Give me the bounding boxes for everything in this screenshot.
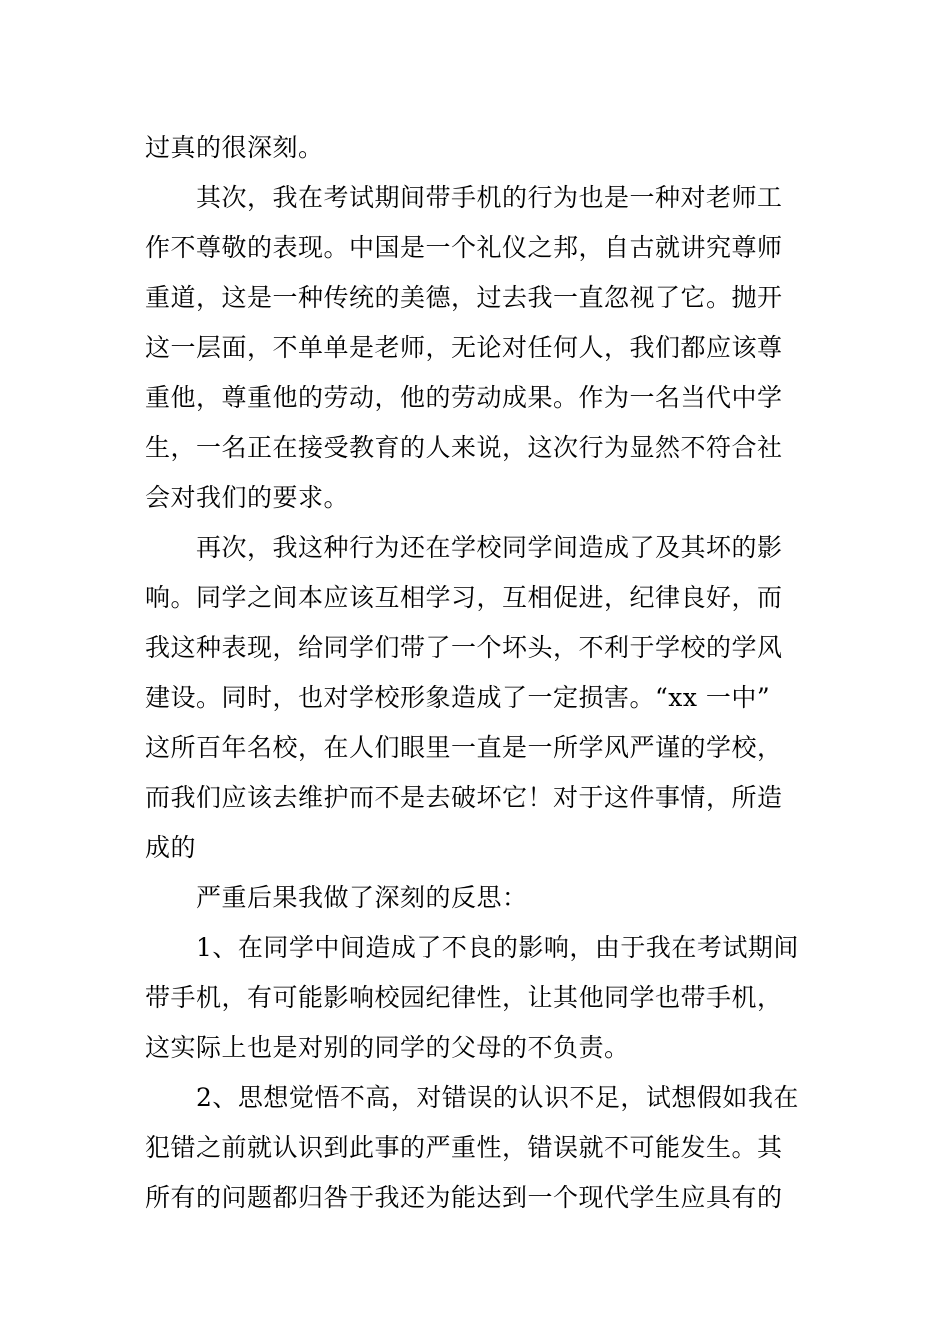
paragraph-first-line: 2、思想觉悟不高，对错误的认识不足，试想假如我在 xyxy=(196,1083,799,1112)
text-line: 生，一名正在接受教育的人来说，这次行为显然不符合社 xyxy=(145,433,783,462)
paragraph-first-line: 严重后果我做了深刻的反思： xyxy=(196,883,528,912)
paragraph-first-line: 再次，我这种行为还在学校同学间造成了及其坏的影 xyxy=(196,533,783,562)
text-line: 犯错之前就认识到此事的严重性，错误就不可能发生。其 xyxy=(145,1133,783,1162)
text-line: 作不尊敬的表现。中国是一个礼仪之邦，自古就讲究尊师 xyxy=(145,233,783,262)
paragraph-first-line: 其次，我在考试期间带手机的行为也是一种对老师工 xyxy=(196,183,783,212)
text-line: 我这种表现，给同学们带了一个坏头，不利于学校的学风 xyxy=(145,633,783,662)
text-line: 带手机，有可能影响校园纪律性，让其他同学也带手机， xyxy=(145,983,783,1012)
text-line: 这一层面，不单单是老师，无论对任何人，我们都应该尊 xyxy=(145,333,783,362)
text-line: 这所百年名校，在人们眼里一直是一所学风严谨的学校， xyxy=(145,733,783,762)
text-line: 重道，这是一种传统的美德，过去我一直忽视了它。抛开 xyxy=(145,283,783,312)
text-line: 响。同学之间本应该互相学习，互相促进，纪律良好，而 xyxy=(145,583,783,612)
paragraph-first-line: 1、在同学中间造成了不良的影响，由于我在考试期间 xyxy=(196,933,799,962)
text-line: 过真的很深刻。 xyxy=(145,133,324,162)
text-line: 重他，尊重他的劳动，他的劳动成果。作为一名当代中学 xyxy=(145,383,783,412)
text-line: 所有的问题都归咎于我还为能达到一个现代学生应具有的 xyxy=(145,1183,783,1212)
text-line: 这实际上也是对别的同学的父母的不负责。 xyxy=(145,1033,630,1062)
text-line: 成的 xyxy=(145,833,197,862)
text-line: 而我们应该去维护而不是去破坏它！对于这件事情，所造 xyxy=(145,783,783,812)
text-line: 建设。同时，也对学校形象造成了一定损害。“xx 一中” xyxy=(145,683,771,712)
text-line: 会对我们的要求。 xyxy=(145,483,350,512)
